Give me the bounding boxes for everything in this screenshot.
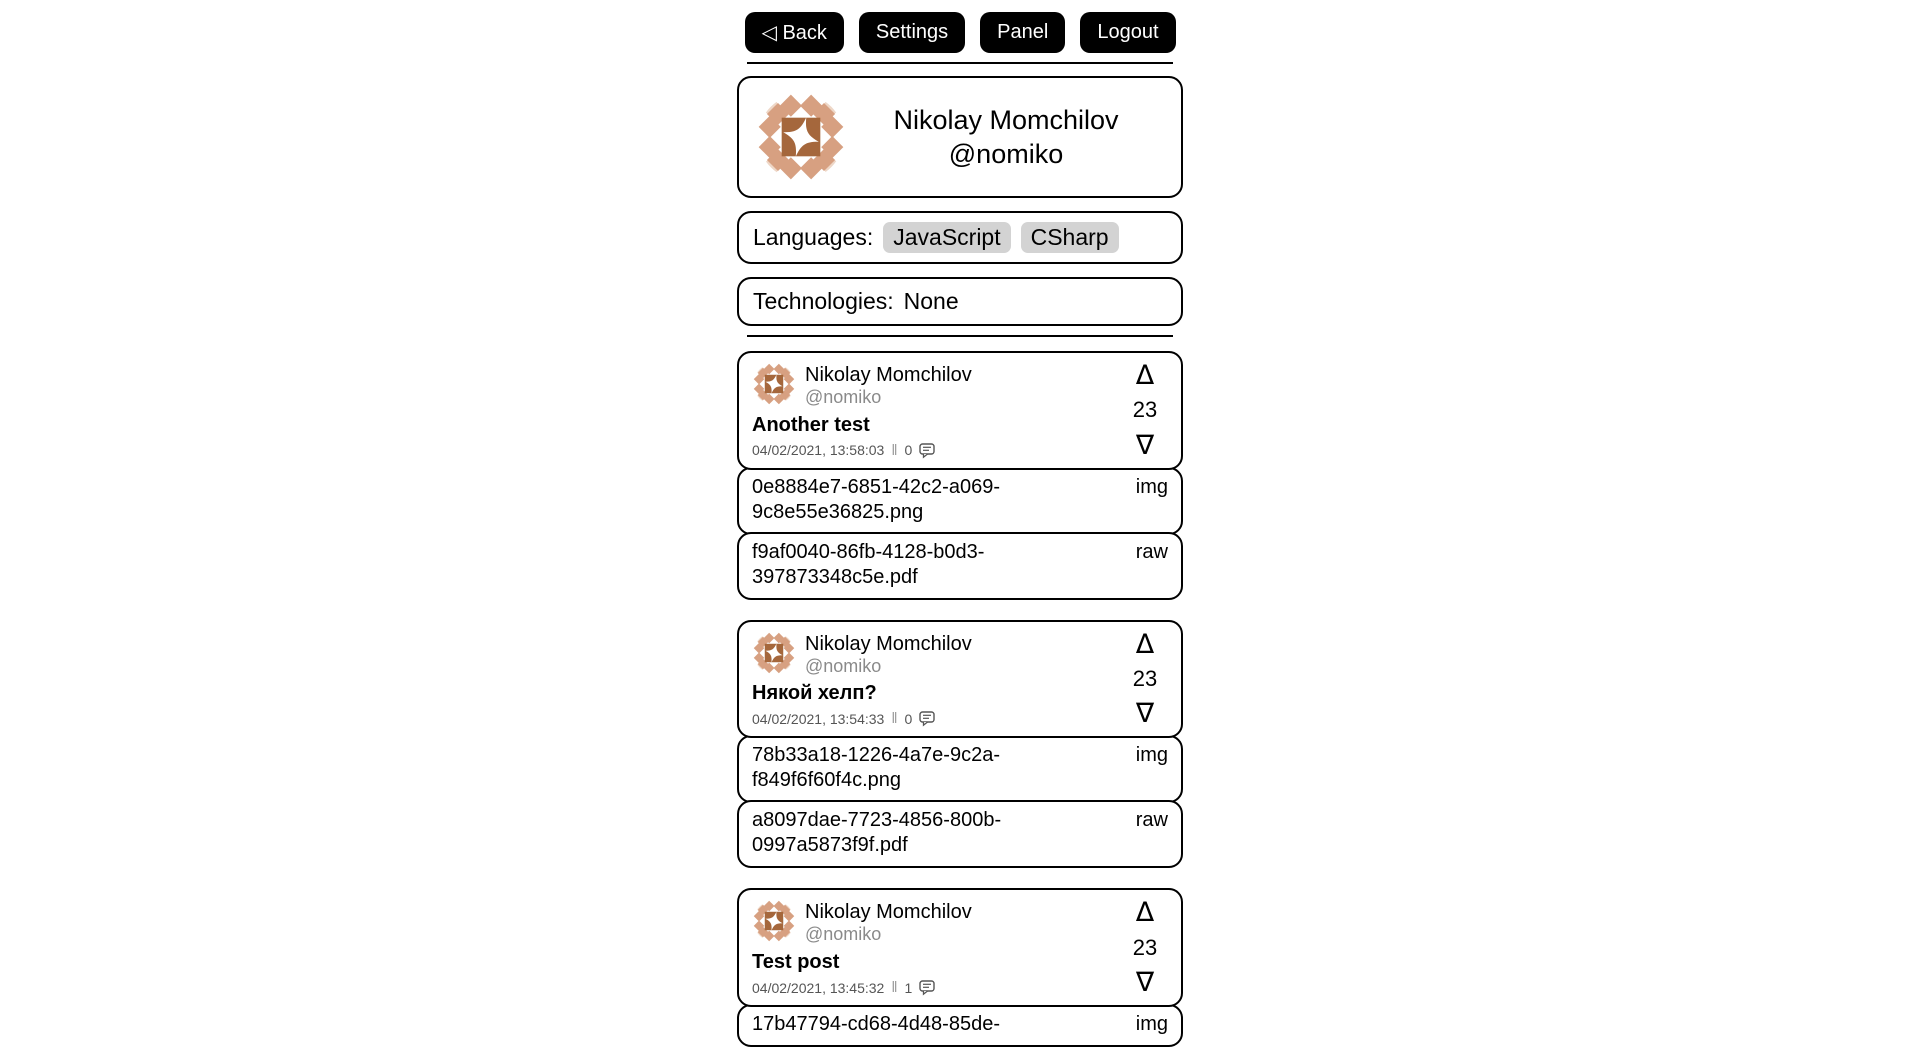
post-title: Някой хелп? (752, 682, 877, 705)
vote-column (1122, 897, 1168, 999)
post-main (752, 362, 1122, 459)
post-header (752, 631, 1122, 677)
post-author: Nikolay Momchilov (805, 901, 972, 924)
post-title: Another test (752, 413, 870, 436)
attachment-filename: 17b47794-cd68-4d48-85de- (752, 1013, 1000, 1036)
post-group (737, 620, 1183, 869)
profile-name: Nikolay Momchilov (893, 104, 1119, 135)
page-column (737, 0, 1183, 1047)
divider (747, 62, 1173, 64)
profile-handle: @nomiko (948, 139, 1064, 169)
downvote-button[interactable]: ∇ (1135, 429, 1155, 461)
attachment-filename: f9af0040-86fb-4128-b0d3-397873348c5e.pdf (752, 540, 985, 588)
post-header (752, 362, 1122, 408)
vote-column (1122, 628, 1168, 730)
post-card[interactable] (737, 620, 1183, 739)
languages-label: Languages: (753, 224, 874, 250)
language-tag: JavaScript (883, 222, 1010, 253)
logout-button[interactable]: Logout (1080, 12, 1175, 53)
attachment-type: img (1135, 744, 1168, 767)
post-main (752, 631, 1122, 728)
meta-separator: ‖ (891, 441, 898, 459)
technologies-label: Technologies: (753, 288, 894, 314)
post-title: Test post (752, 951, 840, 974)
attachment-type: raw (1135, 809, 1168, 832)
vote-column (1122, 362, 1168, 459)
attachment-filename: 78b33a18-1226-4a7e-9c2a-f849f6f60f4c.png (752, 744, 1000, 792)
attachment-row[interactable] (737, 532, 1183, 600)
attachment-type: raw (1135, 540, 1168, 563)
downvote-button[interactable]: ∇ (1135, 698, 1155, 730)
post-handle: @nomiko (805, 924, 882, 945)
post-meta (752, 979, 1122, 996)
avatar (752, 899, 796, 943)
post-meta (752, 442, 1122, 459)
upvote-button[interactable]: Δ (1135, 897, 1155, 929)
languages-card (737, 211, 1183, 264)
upvote-button[interactable]: Δ (1135, 628, 1155, 660)
attachment-row[interactable] (737, 467, 1183, 535)
avatar (752, 362, 796, 406)
panel-button[interactable]: Panel (980, 12, 1065, 53)
profile-names (847, 103, 1165, 171)
toolbar (737, 12, 1183, 53)
post-card[interactable] (737, 888, 1183, 1007)
attachment-filename: 0e8884e7-6851-42c2-a069-9c8e55e36825.png (752, 475, 1000, 523)
attachment-filename: a8097dae-7723-4856-800b-0997a5873f9f.pdf (752, 809, 1002, 857)
comments-icon (919, 980, 935, 995)
post-author: Nikolay Momchilov (805, 364, 972, 386)
vote-count: 23 (1132, 397, 1158, 423)
post-author: Nikolay Momchilov (805, 632, 972, 655)
downvote-button[interactable]: ∇ (1135, 967, 1155, 999)
vote-count: 23 (1132, 666, 1158, 692)
post-handle: @nomiko (805, 387, 882, 407)
vote-count: 23 (1132, 934, 1158, 960)
attachment-row[interactable] (737, 800, 1183, 868)
back-button[interactable]: ◁ Back (745, 12, 844, 53)
attachment-type: img (1135, 475, 1168, 498)
avatar (752, 631, 796, 675)
post-timestamp: 04/02/2021, 13:58:03 (752, 442, 885, 459)
post-group (737, 888, 1183, 1047)
avatar (755, 91, 847, 183)
technologies-value: None (903, 288, 959, 314)
post-timestamp: 04/02/2021, 13:54:33 (752, 710, 885, 727)
comment-count: 0 (904, 442, 913, 459)
attachment-type: img (1135, 1013, 1168, 1036)
comment-count: 0 (904, 710, 913, 727)
attachment-row[interactable] (737, 735, 1183, 803)
post-header (752, 899, 1122, 945)
post-meta (752, 710, 1122, 727)
post-handle: @nomiko (805, 655, 882, 676)
posts-list (737, 351, 1183, 1047)
language-tag: CSharp (1021, 222, 1119, 253)
post-main (752, 899, 1122, 996)
comment-count: 1 (904, 979, 913, 996)
upvote-button[interactable]: Δ (1135, 360, 1155, 391)
divider (747, 335, 1173, 337)
meta-separator: ‖ (891, 979, 898, 997)
settings-button[interactable]: Settings (859, 12, 965, 53)
post-group (737, 351, 1183, 600)
profile-card (737, 76, 1183, 198)
technologies-card (737, 277, 1183, 326)
post-card[interactable] (737, 351, 1183, 470)
post-timestamp: 04/02/2021, 13:45:32 (752, 979, 885, 996)
comments-icon (919, 711, 935, 726)
comments-icon (919, 443, 935, 458)
meta-separator: ‖ (891, 710, 898, 728)
attachment-row[interactable] (737, 1004, 1183, 1047)
